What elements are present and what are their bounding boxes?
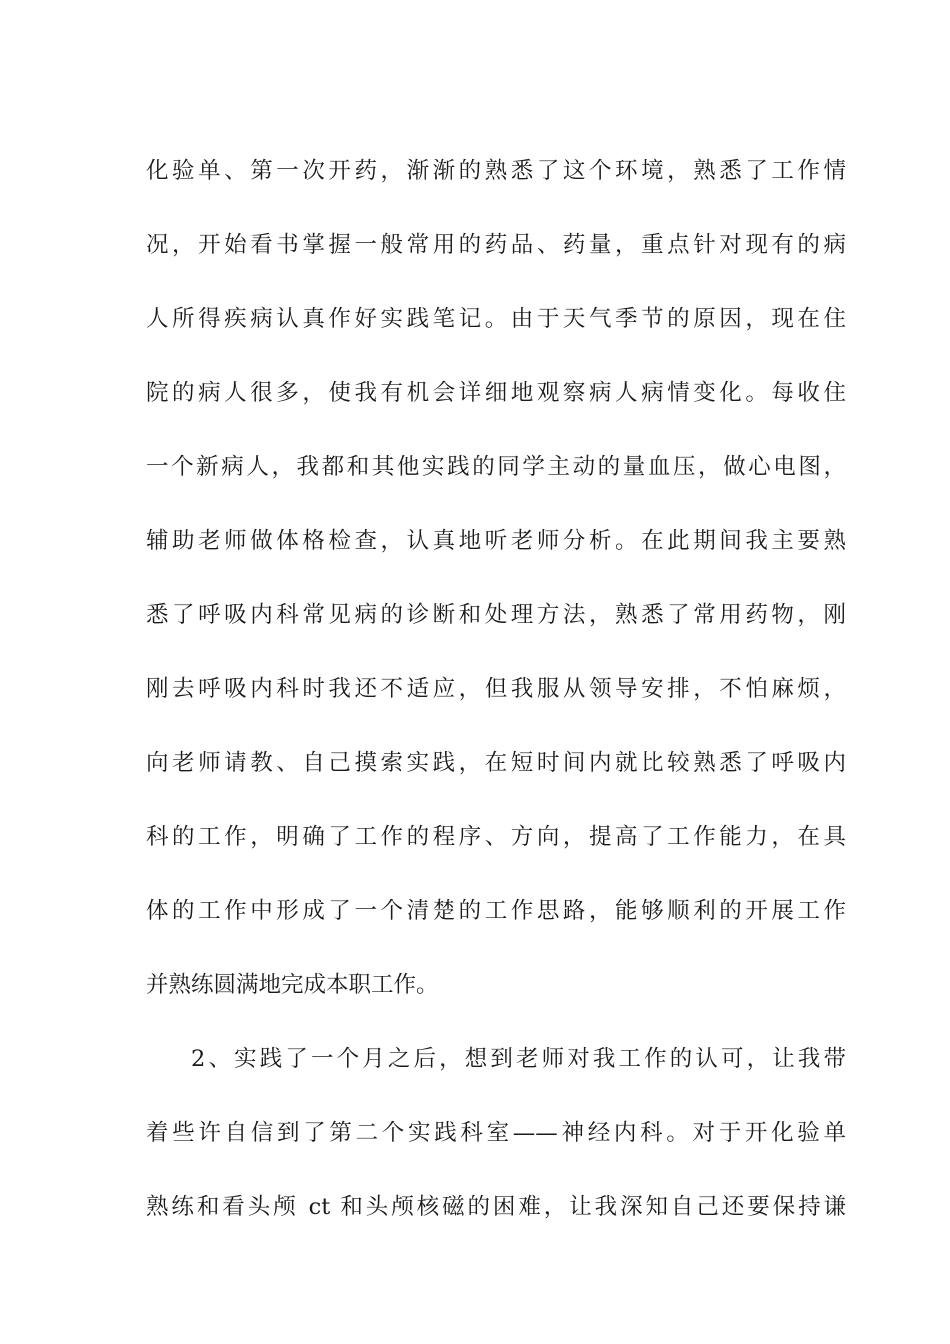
paragraph-end-line: 并熟练圆满地完成本职工作。 <box>146 972 439 998</box>
text-line: 熟练和看头颅 ct 和头颅核磁的困难，让我深知自己还要保持谦 <box>146 1194 846 1220</box>
text-line: 院的病人很多，使我有机会详细地观察病人病情变化。每收住 <box>146 380 846 406</box>
text-line: 辅助老师做体格检查，认真地听老师分析。在此期间我主要熟 <box>146 528 846 554</box>
text-line: 况，开始看书掌握一般常用的药品、药量，重点针对现有的病 <box>146 232 846 258</box>
text-line: 体的工作中形成了一个清楚的工作思路，能够顺利的开展工作 <box>146 898 846 924</box>
document-body <box>146 134 846 1244</box>
text-line: 科的工作，明确了工作的程序、方向，提高了工作能力，在具 <box>146 824 846 850</box>
text-line: 化验单、第一次开药，渐渐的熟悉了这个环境，熟悉了工作情 <box>146 158 846 184</box>
text-line: 刚去呼吸内科时我还不适应，但我服从领导安排，不怕麻烦， <box>146 676 846 702</box>
text-line: 着些许自信到了第二个实践科室——神经内科。对于开化验单 <box>146 1120 846 1146</box>
text-line: 一个新病人，我都和其他实践的同学主动的量血压，做心电图， <box>146 454 846 480</box>
text-line: 人所得疾病认真作好实践笔记。由于天气季节的原因，现在住 <box>146 306 846 332</box>
paragraph-start-line: 2、实践了一个月之后，想到老师对我工作的认可，让我带 <box>191 1046 846 1072</box>
text-line: 向老师请教、自己摸索实践，在短时间内就比较熟悉了呼吸内 <box>146 750 846 776</box>
text-line: 悉了呼吸内科常见病的诊断和处理方法，熟悉了常用药物，刚 <box>146 602 846 628</box>
